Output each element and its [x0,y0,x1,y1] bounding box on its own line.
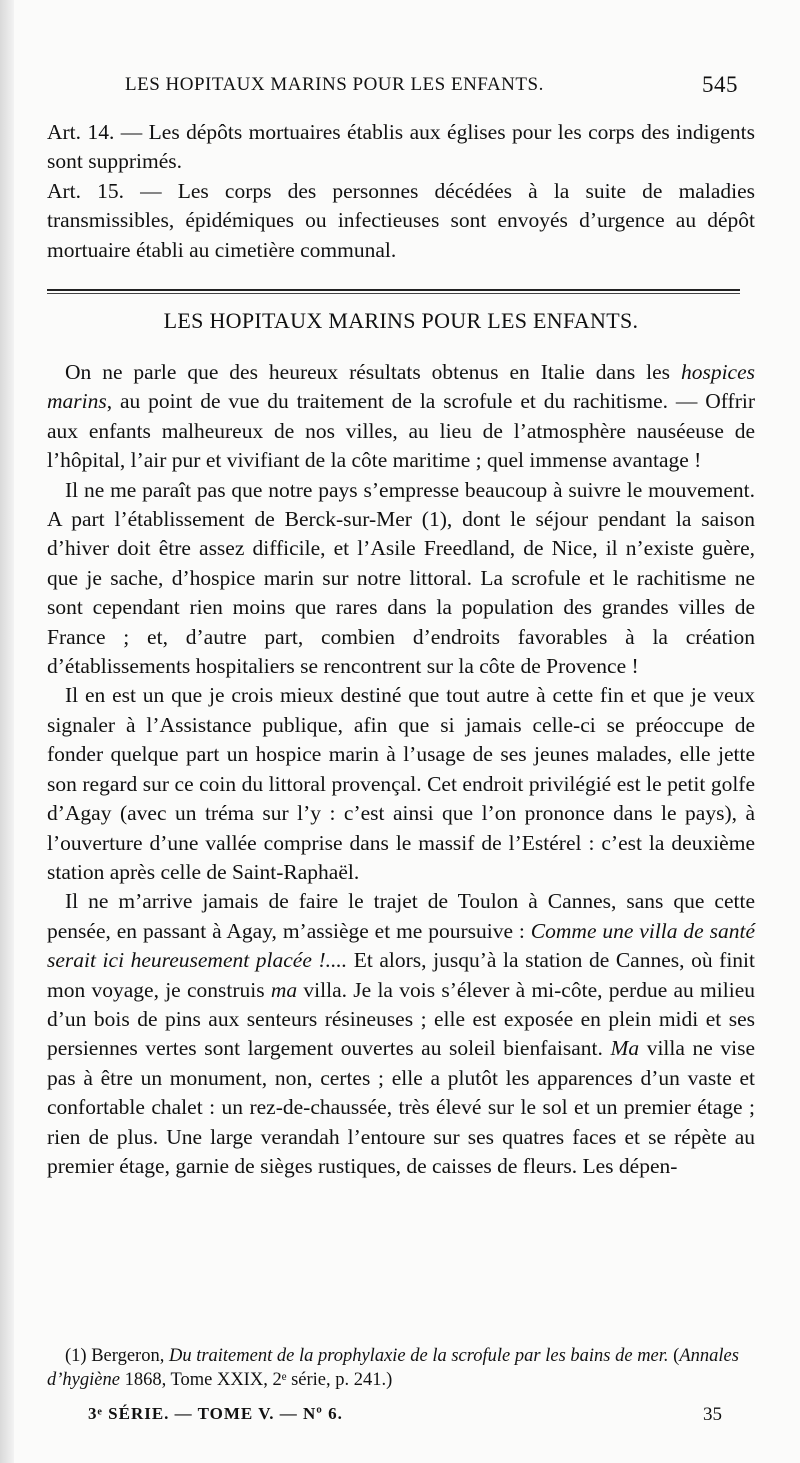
page-gutter-shadow [0,0,14,1463]
emphasis-villa-quote: Comme une villa de santé serait ici heureusement placée !.... [47,918,755,973]
sheet-number: 35 [703,1404,722,1425]
paragraph-4: Il ne m’arrive jamais de faire le trajet de Toulon à Cannes, sans que cette pensée, en passant à Agay, m’assiège et me poursuive : Comme une villa de santé serait ici heureusement placée !.... Et alors, jusqu’à la station de Cannes, où finit mon voyage, je construis ma villa. Je la vois s’élever à mi-côte, perdue au milieu d’un bois de pins aux senteurs résineuses ; elle est exposée en plein midi et ses persiennes vertes sont largement ouvertes au soleil bienfaisant. Ma villa ne vise pas à être un monument, non, certes ; elle a plutôt les apparences d’un vaste et confortable chalet : un rez-de-chaussée, très élevé sur le sol et un premier étage ; rien de plus. Une large verandah l’entoure sur ses quatres faces et se répète au premier étage, garnie de sièges rustiques, de caisses de fleurs. Les dépen- [47,889,755,1178]
footnote-work-title: Du traitement de la prophylaxie de la scrofule par les bains de mer. [168,1346,669,1366]
paragraph-1: On ne parle que des heureux résultats obtenus en Italie dans les hospices marins, au point de vue du traitement de la scrofule et du rachitisme. — Offrir aux enfants malheureux de nos villes, au lieu de l’atmosphère nauséeuse de l’hôpital, l’air pur et vivifiant de la côte maritime ; quel immense avantage ! [47,360,755,473]
printer-signature [88,1404,722,1430]
article-14: Art. 14. — Les dépôts mortuaires établis aux églises pour les corps des indigents sont supprimés. [47,120,755,174]
series-volume-issue: 3ᵉ SÉRIE. — TOME V. — Nº 6. [88,1404,343,1423]
emphasis-ma-2: Ma [610,1036,640,1061]
section-divider [47,289,740,291]
footnote: (1) Bergeron, Du traitement de la prophylaxie de la scrofule par les bains de mer. (Annales d’hygiène 1868, Tome XXIX, 2ᵉ série, p. 241.) [47,1346,739,1390]
paragraph-2: Il ne me paraît pas que notre pays s’empresse beaucoup à suivre le mouvement. A part l’établissement de Berck-sur-Mer (1), dont le séjour pendant la saison d’hiver doit être assez difficile, et l’Asile Freedland, de Nice, il n’existe guère, que je sache, d’hospice marin sur notre littoral. La scrofule et le rachitisme ne sont cependant rien moins que rares dans la population des grandes villes de France ; et, d’autre part, combien d’endroits favorables à la création d’établissements hospitaliers se rencontrent sur la côte de Provence ! [47,477,755,679]
articles-block [47,118,755,265]
section-title: LES HOPITAUX MARINS POUR LES ENFANTS. [163,308,639,333]
paragraph-3: Il en est un que je crois mieux destiné que tout autre à cette fin et que je veux signaler à l’Assistance publique, afin que si jamais celle-ci se préoccupe de fonder quelque part un hospice marin à l’usage de ses jeunes malades, elle jette son regard sur ce coin du littoral provençal. Cet endroit privilégié est le petit golfe d’Agay (avec un tréma sur l’y : c’est ainsi que l’on prononce dans le pays), à l’ouverture d’une vallée comprise dans le massif de l’Estérel : c’est la deuxième station après celle de Saint-Raphaël. [47,683,755,884]
emphasis-ma: ma [270,977,298,1002]
emphasis-hospices-marins: hospices marins [47,360,755,414]
running-head [47,74,738,104]
page-number: 545 [702,72,738,97]
article-body [47,358,755,1181]
footnote-journal: Annales d’hygiène [47,1346,739,1390]
article-15: Art. 15. — Les corps des personnes décédées à la suite de maladies transmissibles, épidémiques ou infectieuses sont envoyés d’urgence au dépôt mortuaire établi au cimetière communal. [47,178,755,262]
section-divider-thin [47,293,740,294]
running-head-title: LES HOPITAUX MARINS POUR LES ENFANTS. [125,74,544,95]
